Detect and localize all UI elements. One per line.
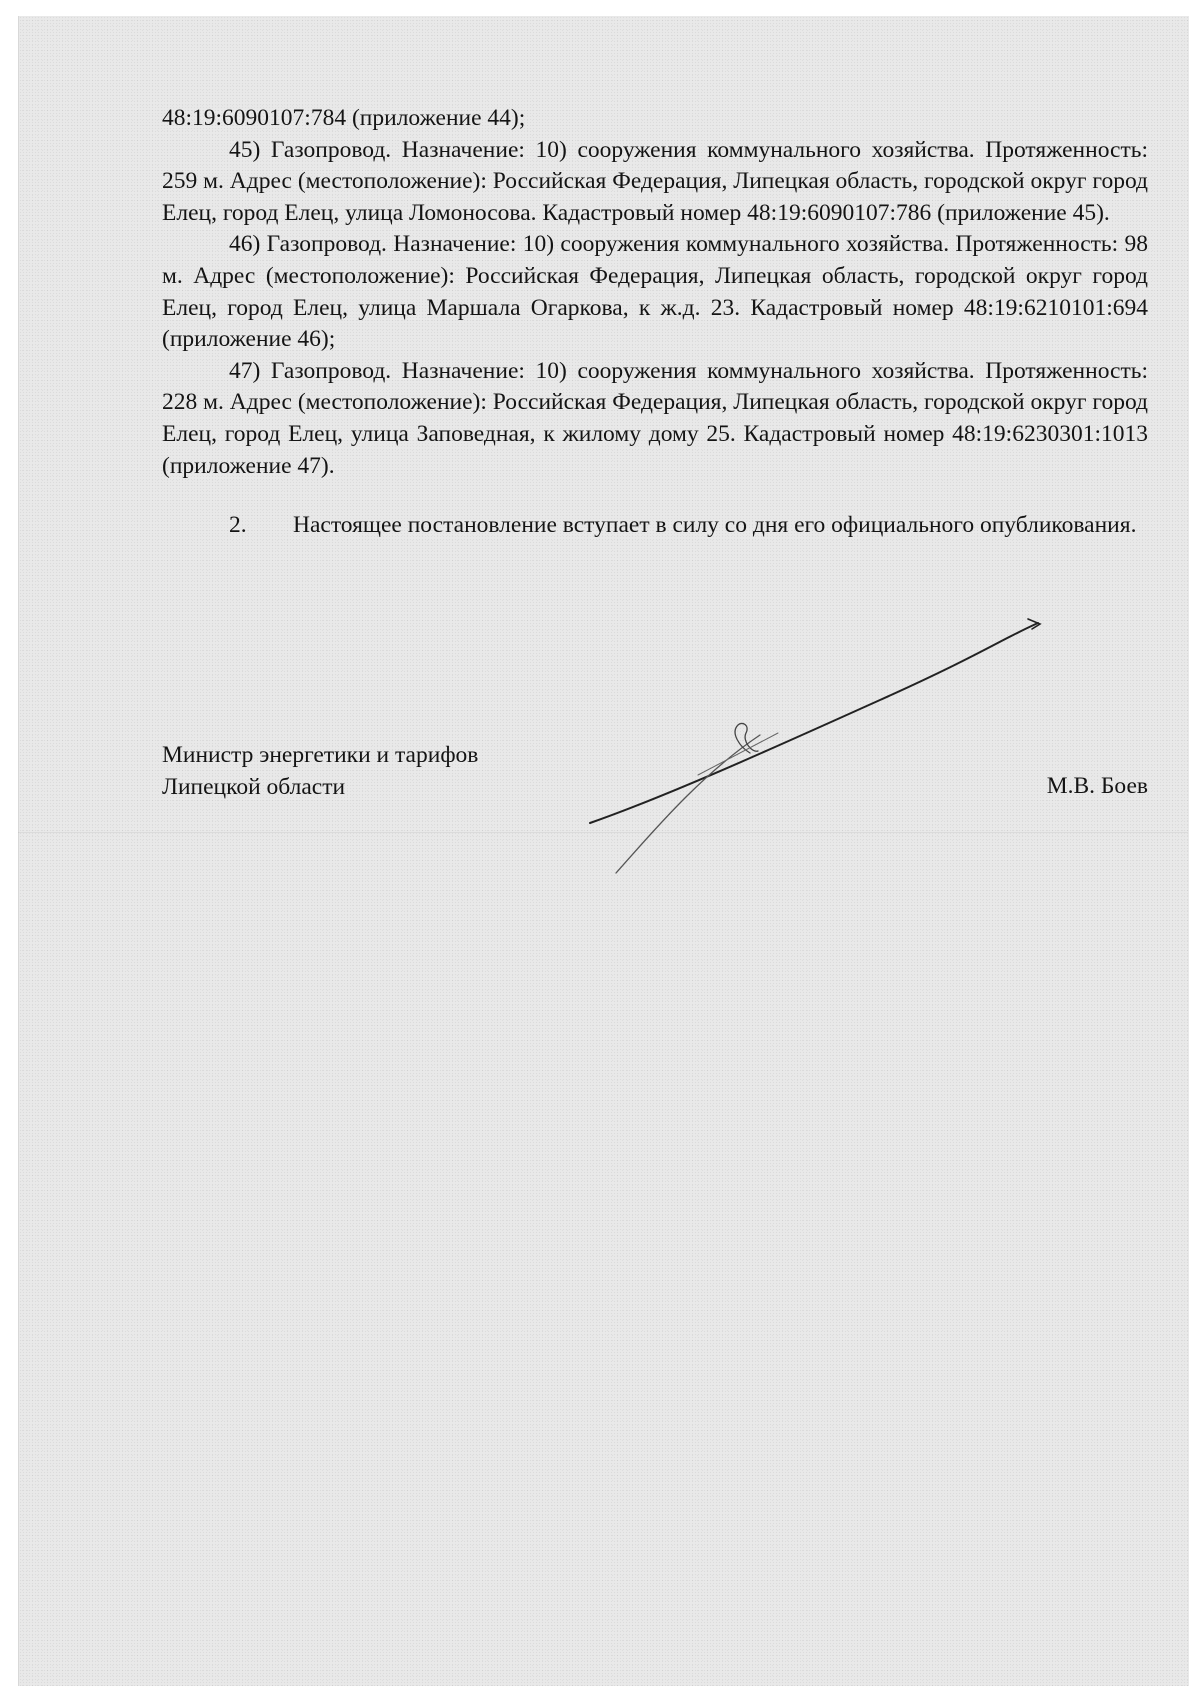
signatory-title-line-1: Министр энергетики и тарифов bbox=[162, 742, 479, 768]
clause-number: 2. bbox=[229, 512, 247, 539]
list-item-47: 47) Газопровод. Назначение: 10) сооружения коммунального хозяйства. Протяженность: 228 м. Адрес (местоположение): Российская Федерация, Липецкая область, городской округ город Елец, город Елец, улица Заповедная, к жилому дому 25. Кадастровый номер 48:19:6230301:1013 (приложение 47). bbox=[162, 357, 1148, 479]
continuation-line: 48:19:6090107:784 (приложение 44); bbox=[162, 105, 526, 131]
clause-text: Настоящее постановление вступает в силу со дня его официального опубликования. bbox=[293, 512, 1137, 539]
list-item-45: 45) Газопровод. Назначение: 10) сооружения коммунального хозяйства. Протяженность: 259 м. Адрес (местоположение): Российская Федерация, Липецкая область, городской округ город Елец, город Елец, улица Ломоносова. Кадастровый номер 48:19:6090107:786 (приложение 45). bbox=[162, 136, 1148, 226]
list-item-46: 46) Газопровод. Назначение: 10) сооружения коммунального хозяйства. Протяженность: 98 м. Адрес (местоположение): Российская Федерация, Липецкая область, городской округ город Елец, город Елец, улица Маршала Огаркова, к ж.д. 23. Кадастровый номер 48:19:6210101:694 (приложение 46); bbox=[162, 231, 1148, 353]
document-body bbox=[162, 103, 1148, 542]
signatory-title-line-2: Липецкой области bbox=[162, 773, 346, 800]
signatory-title bbox=[162, 740, 478, 803]
clause-2 bbox=[162, 510, 1148, 542]
signatory-name: М.В. Боев bbox=[1046, 773, 1148, 799]
handwritten-signature bbox=[580, 615, 1050, 885]
page-fold-line bbox=[18, 832, 1188, 833]
